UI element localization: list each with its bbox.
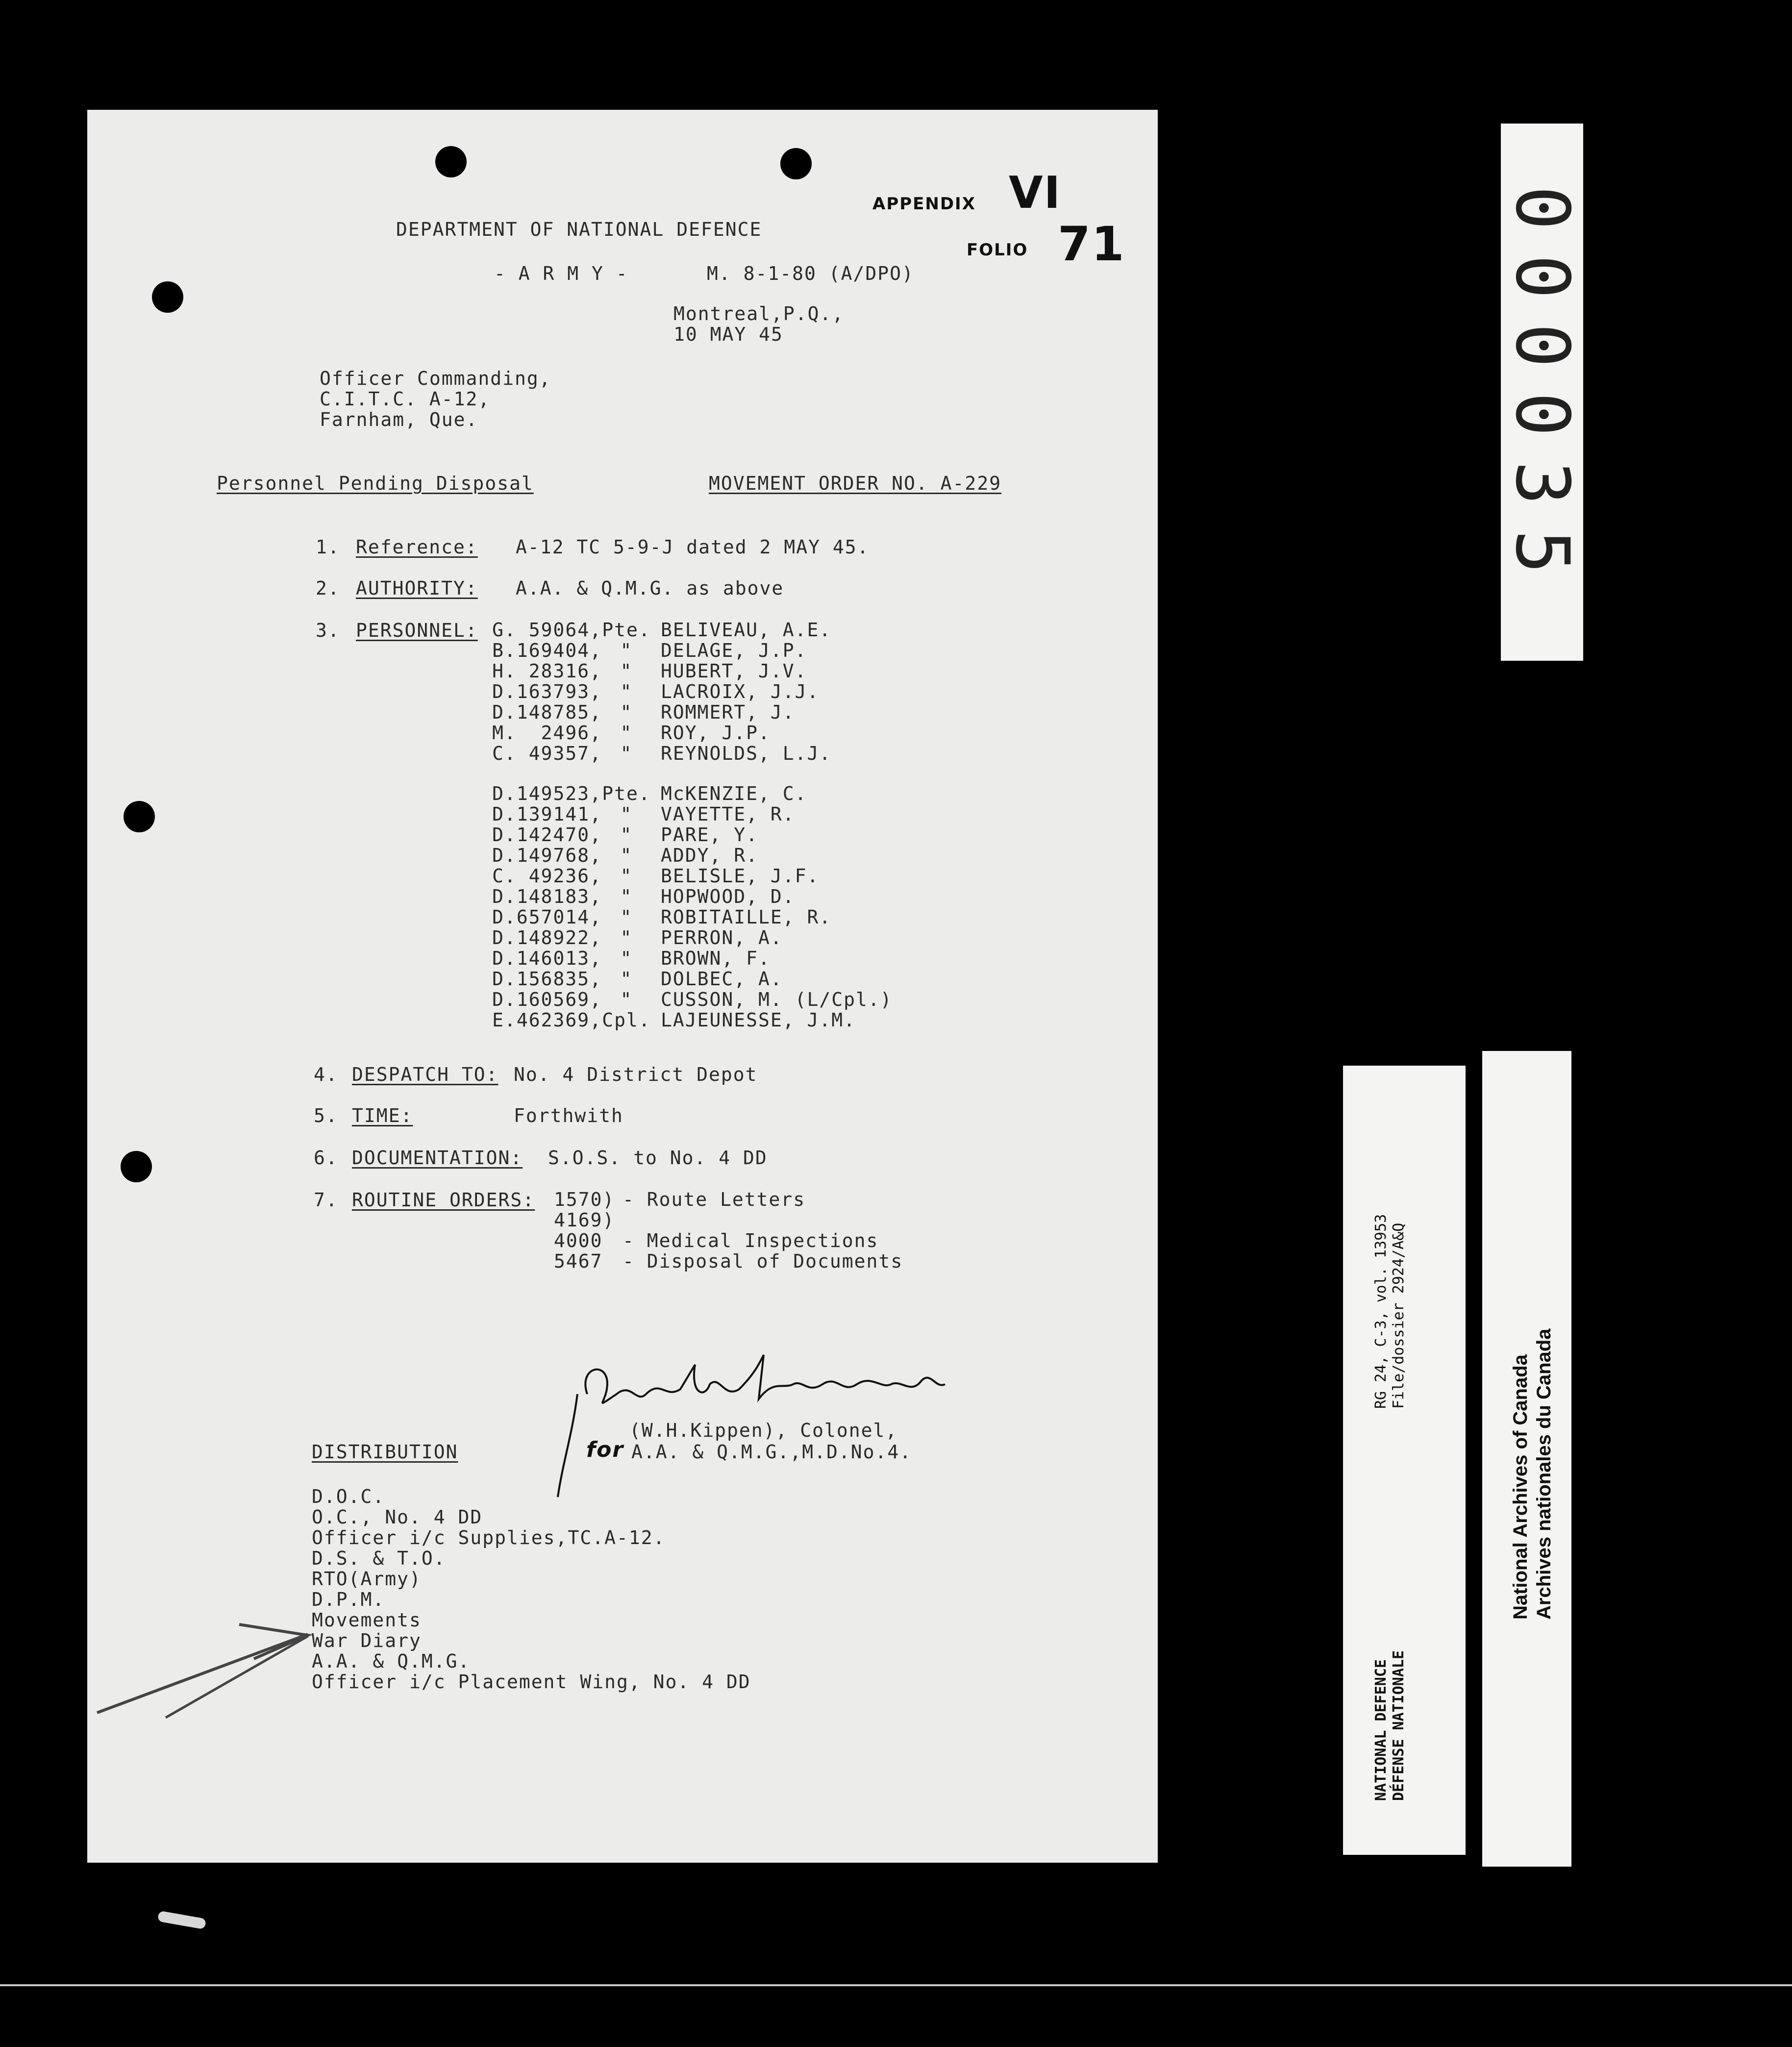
department-line-2: DÉFENSE NATIONALE <box>1390 1650 1407 1801</box>
appendix-label: APPENDIX <box>872 194 976 214</box>
rank: " <box>620 722 633 744</box>
addressee-line-2: C.I.T.C. A-12, <box>320 388 491 410</box>
soldier-name: BELIVEAU, A.E. <box>661 619 832 641</box>
personnel-row <box>470 824 893 845</box>
rank: " <box>620 681 633 702</box>
personnel-row <box>470 640 893 661</box>
routine-order-row <box>554 1230 903 1251</box>
service-number: D.139141, <box>492 803 602 825</box>
distribution-entry: D.P.M. <box>312 1589 385 1610</box>
soldier-name: LAJEUNESSE, J.M. <box>661 1009 856 1031</box>
personnel-row <box>470 681 893 702</box>
soldier-name: ROMMERT, J. <box>661 701 795 723</box>
routine-order-row <box>554 1251 903 1272</box>
routine-order-row <box>554 1210 903 1230</box>
department-heading: DEPARTMENT OF NATIONAL DEFENCE <box>396 219 762 240</box>
item-6-label: DOCUMENTATION: <box>352 1147 523 1169</box>
department-line-1: NATIONAL DEFENCE <box>1372 1659 1390 1801</box>
personnel-row <box>470 743 893 764</box>
personnel-row <box>470 969 893 989</box>
soldier-name: HOPWOOD, D. <box>661 886 795 907</box>
personnel-group-2 <box>470 783 893 1030</box>
rank: " <box>620 906 633 928</box>
routine-order-subject: - Disposal of Documents <box>622 1250 903 1272</box>
date-line: 10 MAY 45 <box>673 324 783 345</box>
personnel-row <box>470 1010 893 1030</box>
service-number: D.160569, <box>492 989 602 1010</box>
service-number: E.462369, <box>492 1009 602 1031</box>
item-4-number: 4. <box>314 1064 338 1085</box>
personnel-row <box>470 804 893 824</box>
rank: " <box>620 743 633 764</box>
distribution-entry: War Diary <box>312 1630 422 1651</box>
routine-orders-list <box>554 1189 903 1272</box>
service-number: M. 2496, <box>492 722 602 744</box>
item-7-label: ROUTINE ORDERS: <box>352 1189 535 1211</box>
rank: " <box>620 640 633 661</box>
personnel-row <box>470 989 893 1010</box>
item-3-label: PERSONNEL: <box>356 620 478 641</box>
item-5-number: 5. <box>314 1105 338 1126</box>
soldier-name: ROY, J.P. <box>661 722 771 744</box>
service-number: D.148922, <box>492 927 602 949</box>
punch-hole <box>124 801 155 832</box>
routine-order-number: 5467 <box>554 1250 603 1272</box>
soldier-name: DELAGE, J.P. <box>661 640 807 661</box>
service-number: C. 49357, <box>492 743 602 764</box>
routine-order-subject: - Route Letters <box>622 1189 806 1210</box>
distribution-entry: D.S. & T.O. <box>312 1548 446 1569</box>
service-number: D.156835, <box>492 968 602 990</box>
personnel-row <box>470 886 893 907</box>
personnel-roster <box>470 620 893 1030</box>
place-line: Montreal,P.Q., <box>673 303 845 325</box>
rank: " <box>620 865 633 887</box>
routine-order-number: 1570) <box>554 1189 615 1210</box>
item-5-value: Forthwith <box>514 1105 623 1126</box>
service-number: D.146013, <box>492 948 602 969</box>
distribution-entry: Officer i/c Placement Wing, No. 4 DD <box>312 1671 751 1693</box>
item-4-label: DESPATCH TO: <box>352 1064 498 1085</box>
item-3-number: 3. <box>316 620 340 641</box>
signatory-appointment: A.A. & Q.M.G.,M.D.No.4. <box>631 1441 912 1463</box>
service-number: D.149768, <box>492 845 602 866</box>
service-number: D.148183, <box>492 886 602 907</box>
routine-order-subject: - Medical Inspections <box>622 1230 879 1251</box>
item-1-label: Reference: <box>356 536 478 558</box>
personnel-row <box>470 620 893 640</box>
item-1-value: A-12 TC 5-9-J dated 2 MAY 45. <box>516 536 870 558</box>
addressee-line-3: Farnham, Que. <box>320 409 478 430</box>
punch-hole <box>152 281 183 313</box>
distribution-list <box>312 1486 751 1692</box>
handwritten-arrow <box>92 1605 318 1722</box>
rank: " <box>620 989 633 1010</box>
distribution-entry: O.C., No. 4 DD <box>312 1506 483 1528</box>
personnel-row <box>470 702 893 723</box>
soldier-name: HUBERT, J.V. <box>661 660 807 682</box>
punch-hole <box>435 146 467 177</box>
service-line: - A R M Y - <box>494 263 628 284</box>
soldier-name: ROBITAILLE, R. <box>661 906 832 928</box>
frame-number: 000035 <box>1499 186 1585 599</box>
item-2-value: A.A. & Q.M.G. as above <box>516 577 784 599</box>
rank: " <box>620 948 633 969</box>
distribution-entry: Officer i/c Supplies,TC.A-12. <box>312 1527 666 1548</box>
signatory-name: (W.H.Kippen), Colonel, <box>629 1420 898 1441</box>
soldier-name: REYNOLDS, L.J. <box>661 743 832 764</box>
rank: " <box>620 824 633 846</box>
national-archives-label <box>1482 1051 1571 1867</box>
punch-hole <box>121 1151 152 1182</box>
routine-order-number: 4000 <box>554 1230 603 1251</box>
distribution-entry: D.O.C. <box>312 1486 385 1507</box>
frame-number-strip <box>1501 124 1583 661</box>
rank: " <box>620 968 633 990</box>
soldier-name: CUSSON, M. (L/Cpl.) <box>661 989 893 1010</box>
soldier-name: McKENZIE, C. <box>661 783 807 804</box>
rank: " <box>620 927 633 949</box>
archive-reference-line-2: File/dossier 2924/A&Q <box>1390 1223 1407 1409</box>
file-reference: M. 8-1-80 (A/DPO) <box>707 263 914 284</box>
item-5-label: TIME: <box>352 1105 413 1126</box>
folio-value: 71 <box>1058 217 1125 272</box>
soldier-name: ADDY, R. <box>661 845 759 866</box>
appendix-value: VI <box>1009 167 1062 219</box>
item-6-number: 6. <box>314 1147 338 1169</box>
rank: " <box>620 886 633 907</box>
routine-order-row <box>554 1189 903 1210</box>
service-number: D.142470, <box>492 824 602 846</box>
addressee-line-1: Officer Commanding, <box>320 368 551 389</box>
item-7-number: 7. <box>314 1189 338 1211</box>
personnel-row <box>470 866 893 886</box>
rank: " <box>620 845 633 866</box>
item-6-value: S.O.S. to No. 4 DD <box>548 1147 768 1169</box>
rank: Pte. <box>602 783 651 804</box>
soldier-name: LACROIX, J.J. <box>661 681 820 702</box>
rank: " <box>620 660 633 682</box>
distribution-heading: DISTRIBUTION <box>312 1441 458 1463</box>
soldier-name: PARE, Y. <box>661 824 759 846</box>
personnel-row <box>470 845 893 866</box>
soldier-name: BELISLE, J.F. <box>661 865 820 887</box>
rank: " <box>620 803 633 825</box>
soldier-name: DOLBEC, A. <box>661 968 783 990</box>
document-page <box>87 110 1158 1863</box>
handwritten-signature <box>548 1335 989 1502</box>
rank: " <box>620 701 633 723</box>
service-number: G. 59064, <box>492 619 602 641</box>
routine-order-number: 4169) <box>554 1209 615 1231</box>
archives-name-fr: Archives nationales du Canada <box>1533 1328 1555 1620</box>
rank: Cpl. <box>602 1009 651 1031</box>
service-number: C. 49236, <box>492 865 602 887</box>
service-number: B.169404, <box>492 640 602 661</box>
archive-reference-label <box>1343 1066 1466 1855</box>
film-edge-line <box>0 1984 1792 1986</box>
service-number: D.163793, <box>492 681 602 702</box>
archives-name-en: National Archives of Canada <box>1510 1354 1531 1620</box>
service-number: D.149523, <box>492 783 602 804</box>
archive-reference-line-1: RG 24, C-3, vol. 13953 <box>1372 1214 1390 1409</box>
personnel-row <box>470 927 893 948</box>
personnel-row <box>470 907 893 927</box>
subject-left: Personnel Pending Disposal <box>217 473 534 494</box>
distribution-entry: A.A. & Q.M.G. <box>312 1650 471 1672</box>
personnel-row <box>470 783 893 804</box>
personnel-row <box>470 948 893 969</box>
rank: Pte. <box>602 619 651 641</box>
folio-label: FOLIO <box>967 240 1028 260</box>
soldier-name: PERRON, A. <box>661 927 783 949</box>
distribution-entry: Movements <box>312 1609 422 1631</box>
item-2-label: AUTHORITY: <box>356 577 478 599</box>
item-4-value: No. 4 District Depot <box>514 1064 758 1085</box>
distribution-entry: RTO(Army) <box>312 1568 422 1590</box>
item-1-number: 1. <box>316 536 340 558</box>
item-2-number: 2. <box>316 577 340 599</box>
service-number: H. 28316, <box>492 660 602 682</box>
punch-hole <box>780 148 812 179</box>
personnel-row <box>470 661 893 681</box>
service-number: D.657014, <box>492 906 602 928</box>
personnel-row <box>470 723 893 743</box>
service-number: D.148785, <box>492 701 602 723</box>
soldier-name: BROWN, F. <box>661 948 771 969</box>
subject-right: MOVEMENT ORDER NO. A-229 <box>709 473 1002 494</box>
soldier-name: VAYETTE, R. <box>661 803 795 825</box>
film-smudge <box>157 1911 206 1930</box>
signature-for: for <box>586 1437 624 1462</box>
personnel-group-1 <box>470 620 893 764</box>
